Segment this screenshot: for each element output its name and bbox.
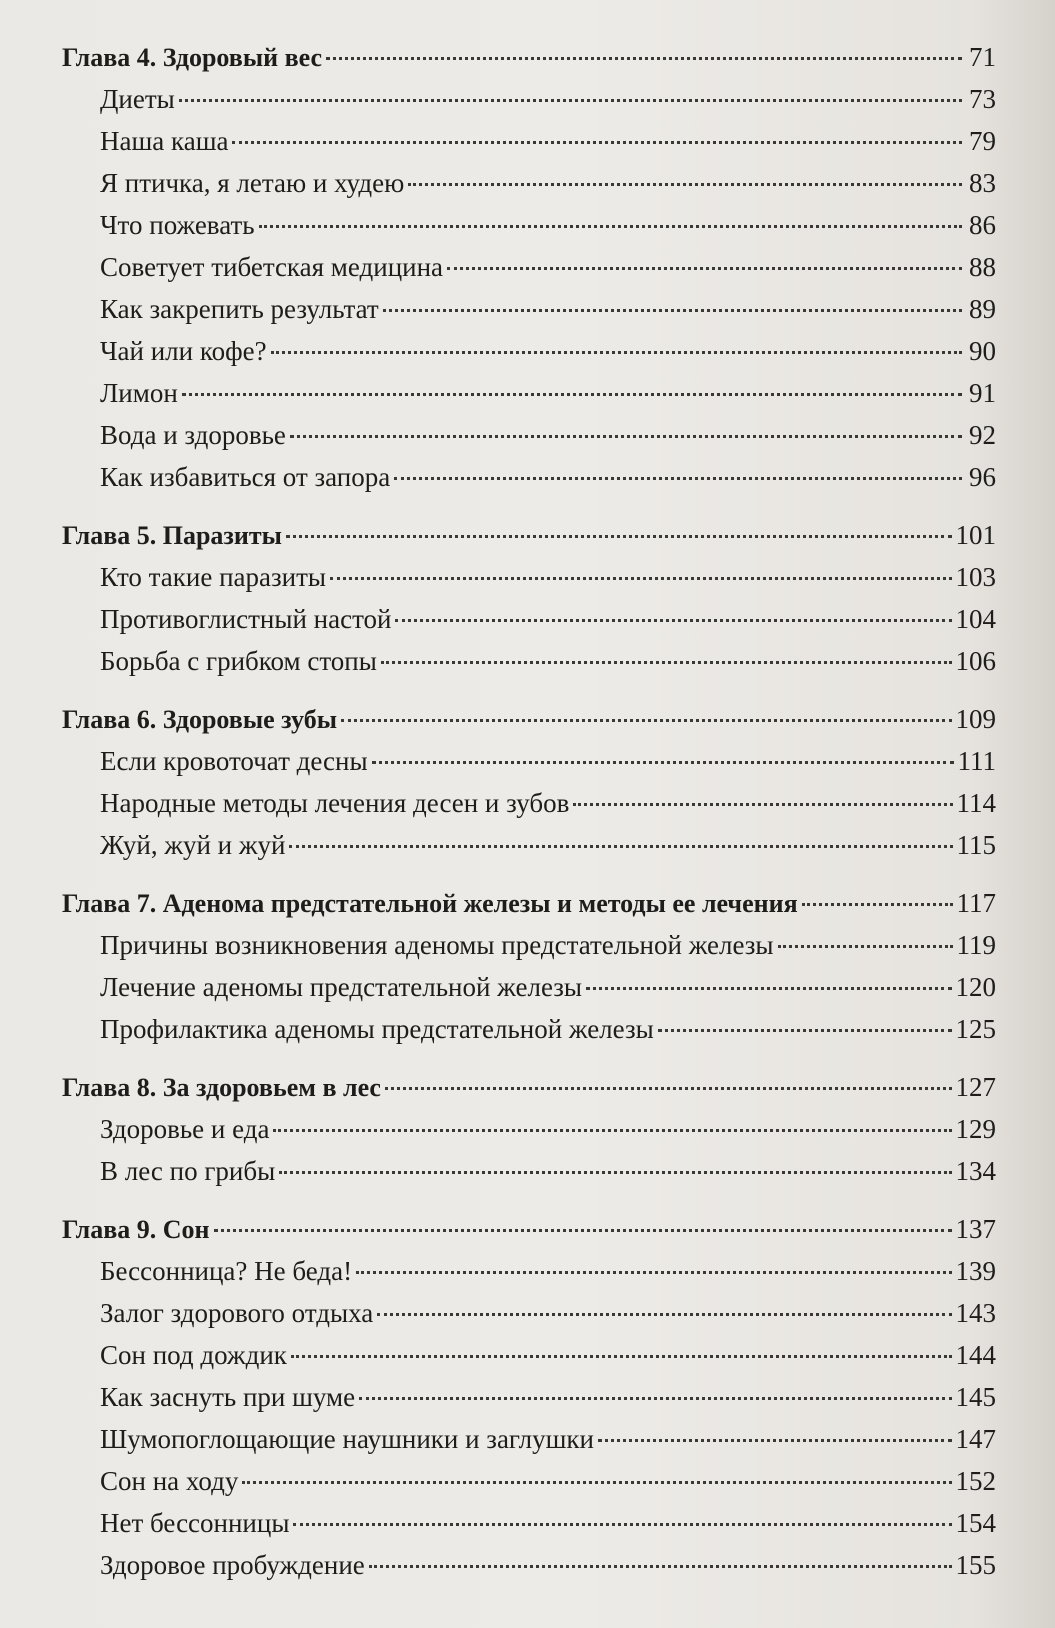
page-number: 129 [955, 1114, 996, 1144]
page-number: 120 [955, 972, 996, 1002]
chapter-title: Глава 6. Здоровые зубы [62, 705, 338, 734]
table-of-contents [62, 36, 996, 1602]
section-row [62, 966, 996, 1008]
section-title: Советует тибетская медицина [100, 252, 444, 282]
section-title: Диеты [100, 84, 175, 114]
section-row [62, 372, 996, 414]
section-title: Чай или кофе? [100, 336, 267, 366]
page-number: 119 [956, 930, 996, 960]
dot-leader [293, 1523, 951, 1526]
page-number: 83 [969, 168, 996, 198]
dot-leader [447, 267, 962, 270]
section-title: Противоглистный настой [100, 604, 392, 634]
page-number: 103 [955, 562, 996, 592]
dot-leader [330, 577, 951, 580]
dot-leader [182, 393, 962, 396]
dot-leader [372, 761, 954, 764]
section-row [62, 824, 996, 866]
section-title: Здоровое пробуждение [100, 1550, 365, 1580]
dot-leader [573, 803, 952, 806]
dot-leader [369, 1565, 952, 1568]
section-row [62, 1108, 996, 1150]
dot-leader [271, 351, 962, 354]
section-row [62, 120, 996, 162]
dot-leader [341, 719, 951, 722]
section-title: Сон под дождик [100, 1340, 287, 1370]
page-number: 155 [955, 1550, 996, 1580]
chapter-6 [62, 698, 996, 866]
page-number: 147 [955, 1424, 996, 1454]
section-row [62, 246, 996, 288]
chapter-5 [62, 514, 996, 682]
section-row [62, 1376, 996, 1418]
page-number: 92 [969, 420, 996, 450]
dot-leader [359, 1397, 951, 1400]
section-title: Кто такие паразиты [100, 562, 327, 592]
page-number: 89 [969, 294, 996, 324]
section-row [62, 640, 996, 682]
section-row [62, 1008, 996, 1050]
page-number: 154 [955, 1508, 996, 1538]
page-number: 145 [955, 1382, 996, 1412]
page-number: 114 [956, 788, 996, 818]
section-row [62, 1418, 996, 1460]
dot-leader [290, 435, 962, 438]
section-row [62, 782, 996, 824]
section-row [62, 1544, 996, 1586]
section-row [62, 1460, 996, 1502]
page-number: 106 [955, 646, 996, 676]
dot-leader [778, 945, 953, 948]
page-number: 143 [955, 1298, 996, 1328]
chapter-heading-row [62, 698, 996, 740]
dot-leader [289, 845, 952, 848]
chapter-heading-row [62, 36, 996, 78]
dot-leader [232, 141, 962, 144]
page-number: 86 [969, 210, 996, 240]
section-title: Лимон [100, 378, 178, 408]
section-title: Как заснуть при шуме [100, 1382, 356, 1412]
section-row [62, 1150, 996, 1192]
page-number: 144 [955, 1340, 996, 1370]
section-title: Сон на ходу [100, 1466, 239, 1496]
page-number: 127 [955, 1072, 996, 1102]
dot-leader [385, 1087, 952, 1090]
dot-leader [381, 661, 952, 664]
page-number: 96 [969, 462, 996, 492]
dot-leader [586, 987, 951, 990]
section-row [62, 456, 996, 498]
chapter-4 [62, 36, 996, 498]
dot-leader [383, 309, 962, 312]
section-title: Профилактика аденомы предстательной железы [100, 1014, 654, 1044]
page-number: 117 [956, 888, 996, 918]
section-row [62, 740, 996, 782]
chapter-title: Глава 9. Сон [62, 1215, 210, 1244]
section-title: Залог здорового отдыха [100, 1298, 374, 1328]
dot-leader [802, 903, 953, 906]
section-row [62, 598, 996, 640]
dot-leader [377, 1313, 951, 1316]
page-number: 109 [955, 704, 996, 734]
section-row [62, 414, 996, 456]
chapter-title: Глава 5. Паразиты [62, 521, 282, 550]
dot-leader [259, 225, 962, 228]
section-title: Бессонница? Не беда! [100, 1256, 353, 1286]
section-title: В лес по грибы [100, 1156, 276, 1186]
dot-leader [242, 1481, 951, 1484]
section-row [62, 162, 996, 204]
chapter-9 [62, 1208, 996, 1586]
page-number: 134 [955, 1156, 996, 1186]
page-number: 137 [955, 1214, 996, 1244]
section-title: Народные методы лечения десен и зубов [100, 788, 570, 818]
chapter-7 [62, 882, 996, 1050]
dot-leader [291, 1355, 952, 1358]
dot-leader [395, 619, 951, 622]
dot-leader [279, 1171, 951, 1174]
page-number: 104 [955, 604, 996, 634]
page-number: 139 [955, 1256, 996, 1286]
page-number: 91 [969, 378, 996, 408]
page-number: 73 [969, 84, 996, 114]
section-title: Если кровоточат десны [100, 746, 368, 776]
chapter-heading-row [62, 882, 996, 924]
section-title: Что пожевать [100, 210, 255, 240]
section-title: Жуй, жуй и жуй [100, 830, 286, 860]
page-number: 152 [955, 1466, 996, 1496]
page-number: 111 [957, 746, 996, 776]
page-number: 125 [955, 1014, 996, 1044]
chapter-title: Глава 7. Аденома предстательной железы и методы ее лечения [62, 889, 798, 918]
chapter-8 [62, 1066, 996, 1192]
section-title: Наша каша [100, 126, 229, 156]
section-row [62, 556, 996, 598]
section-title: Как избавиться от запора [100, 462, 391, 492]
page-number: 88 [969, 252, 996, 282]
section-title: Шумопоглощающие наушники и заглушки [100, 1424, 594, 1454]
section-title: Я птичка, я летаю и худею [100, 168, 405, 198]
section-title: Причины возникновения аденомы предстательной железы [100, 930, 774, 960]
page-number: 90 [969, 336, 996, 366]
section-row [62, 330, 996, 372]
section-title: Как закрепить результат [100, 294, 379, 324]
dot-leader [408, 183, 962, 186]
section-row [62, 204, 996, 246]
dot-leader [179, 99, 962, 102]
page-number: 79 [969, 126, 996, 156]
chapter-heading-row [62, 1208, 996, 1250]
section-title: Вода и здоровье [100, 420, 286, 450]
section-title: Борьба с грибком стопы [100, 646, 377, 676]
section-row [62, 924, 996, 966]
section-row [62, 1334, 996, 1376]
section-row [62, 1292, 996, 1334]
chapter-heading-row [62, 1066, 996, 1108]
dot-leader [394, 477, 962, 480]
dot-leader [214, 1229, 952, 1232]
dot-leader [273, 1129, 951, 1132]
dot-leader [286, 535, 952, 538]
section-row [62, 78, 996, 120]
chapter-title: Глава 4. Здоровый вес [62, 43, 323, 72]
section-title: Лечение аденомы предстательной железы [100, 972, 583, 1002]
page-number: 115 [956, 830, 996, 860]
section-row [62, 1502, 996, 1544]
page-number: 101 [955, 520, 996, 550]
section-title: Здоровье и еда [100, 1114, 270, 1144]
section-row [62, 288, 996, 330]
dot-leader [598, 1439, 952, 1442]
section-row [62, 1250, 996, 1292]
dot-leader [356, 1271, 951, 1274]
chapter-heading-row [62, 514, 996, 556]
section-title: Нет бессонницы [100, 1508, 290, 1538]
chapter-title: Глава 8. За здоровьем в лес [62, 1073, 381, 1102]
page-number: 71 [969, 42, 996, 72]
dot-leader [658, 1029, 952, 1032]
dot-leader [326, 57, 962, 60]
